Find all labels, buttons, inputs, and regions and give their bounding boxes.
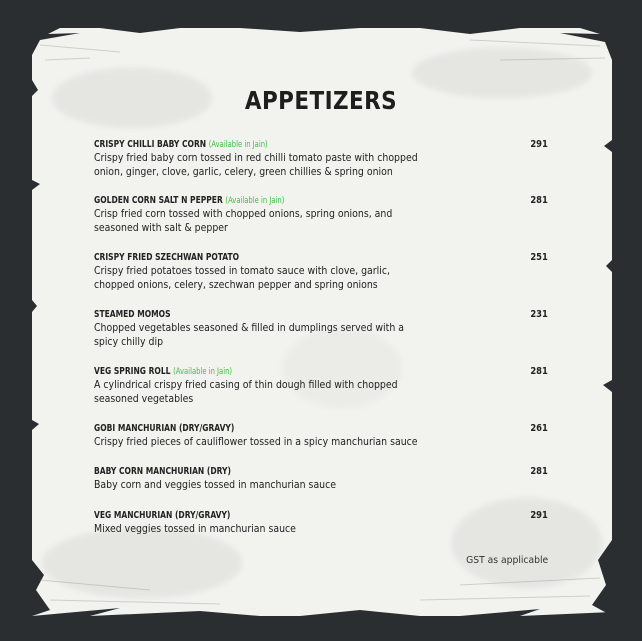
description-line: Crispy fried potatoes tossed in tomato sauce with clove, garlic, xyxy=(94,266,390,277)
description-line: seasoned with salt & pepper xyxy=(94,223,228,235)
menu-item-name: STEAMED MOMOS xyxy=(94,309,171,320)
menu-item xyxy=(94,422,548,450)
menu-item-price: 231 xyxy=(530,309,548,320)
menu-item-price: 281 xyxy=(530,195,548,206)
description-line: Baby corn and veggies tossed in manchurian sauce xyxy=(94,480,337,491)
description-line: Crispy fried baby corn tossed in red chilli tomato paste with chopped xyxy=(94,153,418,164)
menu-item-name: CRISPY FRIED SZECHWAN POTATO xyxy=(94,252,240,263)
menu-item xyxy=(94,251,548,294)
menu-item-price: 261 xyxy=(530,423,548,434)
menu-item-price: 281 xyxy=(530,466,548,477)
menu-item-name: VEG MANCHURIAN (DRY/GRAVY) xyxy=(94,510,231,521)
menu-item xyxy=(94,465,548,493)
menu-item-description xyxy=(94,523,416,537)
description-line: chopped onions, celery, szechwan pepper and spring onions xyxy=(94,280,378,292)
description-line: A cylindrical crispy fried casing of thin dough filled with chopped xyxy=(94,380,398,391)
menu-item-name-line xyxy=(94,138,475,151)
jain-availability-tag: (Available in Jain) xyxy=(208,140,268,150)
menu-item-name: GOBI MANCHURIAN (DRY/GRAVY) xyxy=(94,423,235,434)
menu-item-description xyxy=(94,436,416,450)
jain-availability-tag: (Available in Jain) xyxy=(225,196,285,206)
description-line: Chopped vegetables seasoned & filled in dumplings served with a xyxy=(94,323,404,334)
menu-item-name-line xyxy=(94,509,475,522)
menu-item xyxy=(94,365,548,408)
menu-item-price: 291 xyxy=(530,510,548,521)
description-line: spicy chilly dip xyxy=(94,337,164,349)
menu-item-description xyxy=(94,208,416,237)
description-line: Mixed veggies tossed in manchurian sauce xyxy=(94,524,296,535)
menu-item-description xyxy=(94,265,416,294)
description-line: onion, ginger, clove, garlic, celery, green chillies & spring onion xyxy=(94,167,393,179)
menu-item xyxy=(94,308,548,351)
menu-item xyxy=(94,194,548,237)
description-line: Crispy fried pieces of cauliflower tossed in a spicy manchurian sauce xyxy=(94,437,418,448)
description-line: Crisp fried corn tossed with chopped onions, spring onions, and xyxy=(94,209,393,220)
menu-item xyxy=(94,509,548,537)
menu-item-price: 281 xyxy=(530,366,548,377)
gst-note: GST as applicable xyxy=(465,555,548,566)
menu-item-name-line xyxy=(94,308,475,321)
description-line: seasoned vegetables xyxy=(94,394,194,406)
menu-item-price: 251 xyxy=(530,252,548,263)
menu-item-description xyxy=(94,379,416,408)
menu-item-description xyxy=(94,152,416,181)
menu-item xyxy=(94,138,548,181)
menu-section-title: APPETIZERS xyxy=(244,86,398,115)
menu-item-name: BABY CORN MANCHURIAN (DRY) xyxy=(94,466,231,477)
menu-item-price: 291 xyxy=(530,139,548,150)
menu-item-description xyxy=(94,479,416,493)
menu-item-name-line xyxy=(94,422,475,435)
menu-item-name: GOLDEN CORN SALT N PEPPER xyxy=(94,195,223,206)
jain-availability-tag: (Available in Jain) xyxy=(173,367,233,377)
menu-item-name-line xyxy=(94,251,475,264)
menu-item-name-line xyxy=(94,465,475,478)
menu-item-name-line xyxy=(94,365,475,378)
menu-item-name: VEG SPRING ROLL xyxy=(94,366,171,377)
menu-item-name: CRISPY CHILLI BABY CORN xyxy=(94,139,207,150)
menu-item-name-line xyxy=(94,194,475,207)
menu-item-description xyxy=(94,322,416,351)
